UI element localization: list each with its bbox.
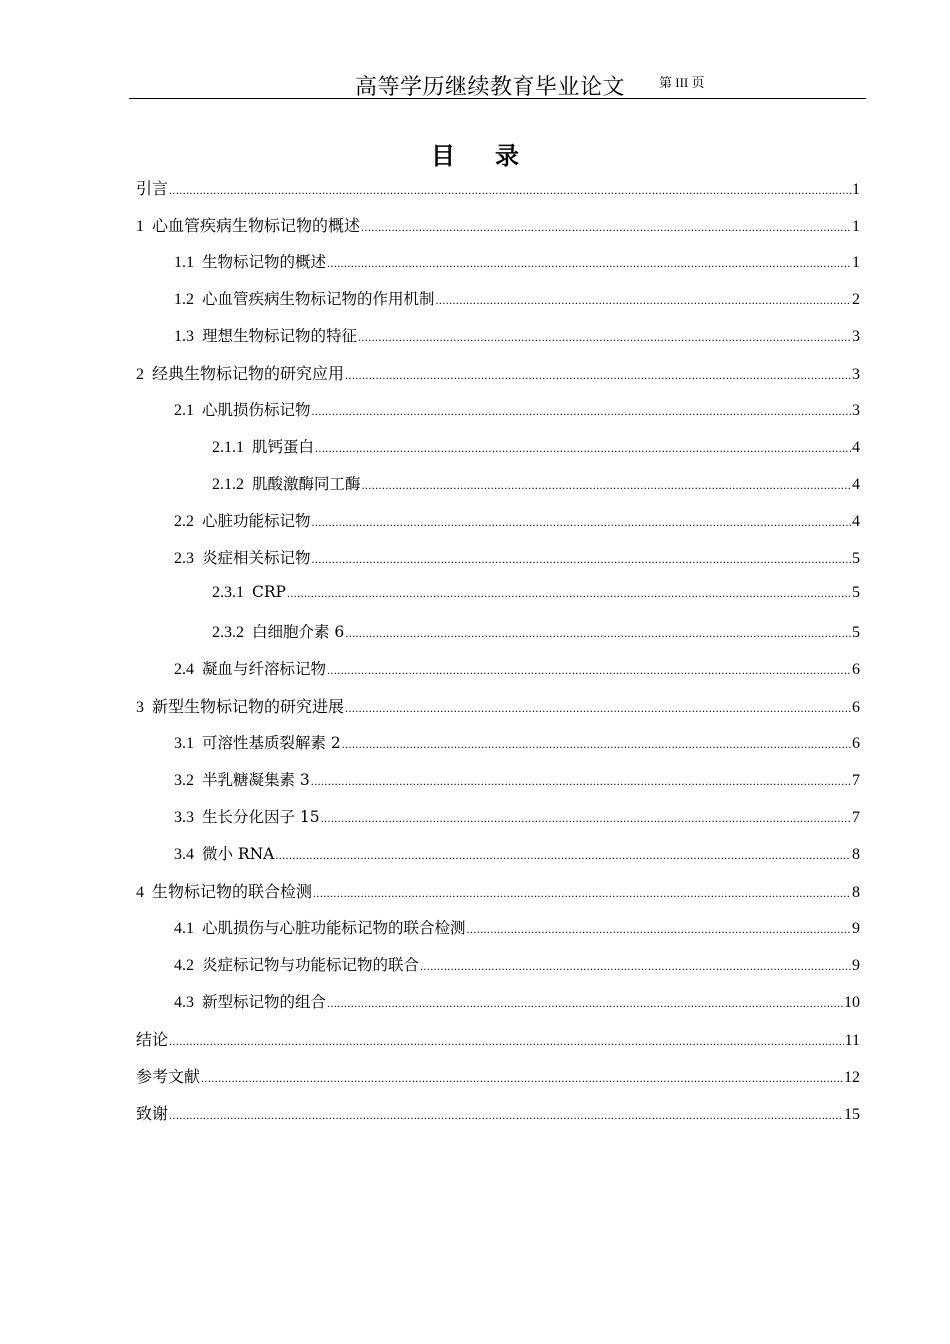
toc-entry-number: 2.1.2	[212, 476, 244, 493]
toc-entry-title: 心肌损伤标记物	[202, 401, 311, 419]
table-of-contents	[136, 176, 860, 1138]
toc-entry-title: 经典生物标记物的研究应用	[152, 364, 345, 383]
toc-entry-page: 12	[844, 1069, 860, 1086]
toc-entry[interactable]	[136, 916, 860, 953]
toc-entry-title: 白细胞介素 6	[252, 623, 345, 641]
toc-leader-dots	[169, 1034, 844, 1049]
toc-entry-title: 肌酸激酶同工酶	[252, 475, 361, 493]
toc-entry[interactable]	[136, 176, 860, 213]
toc-entry-number: 2.4	[174, 661, 194, 678]
toc-entry-title: 心血管疾病生物标记物的作用机制	[202, 290, 435, 308]
toc-leader-dots	[321, 811, 851, 826]
toc-leader-dots	[311, 774, 851, 789]
toc-entry-title: 炎症相关标记物	[202, 549, 311, 567]
toc-entry[interactable]	[136, 472, 860, 509]
toc-entry[interactable]	[136, 1101, 860, 1138]
toc-entry-page: 7	[852, 809, 860, 826]
toc-leader-dots	[313, 886, 851, 901]
toc-entry-number: 4.3	[174, 994, 194, 1011]
toc-entry-number: 1.3	[174, 328, 194, 345]
toc-entry[interactable]	[136, 1064, 860, 1101]
toc-entry-page: 15	[844, 1106, 860, 1123]
toc-entry[interactable]	[136, 842, 860, 879]
toc-entry-page: 1	[852, 218, 860, 235]
toc-leader-dots	[345, 701, 851, 716]
toc-entry-title: 半乳糖凝集素 3	[202, 771, 310, 789]
toc-leader-dots	[327, 996, 843, 1011]
toc-entry[interactable]	[136, 361, 860, 398]
toc-entry-page: 9	[852, 920, 860, 937]
toc-entry[interactable]	[136, 509, 860, 546]
toc-entry-title: 生长分化因子 15	[202, 808, 320, 826]
toc-entry-number: 2.1	[174, 402, 194, 419]
toc-leader-dots	[312, 552, 851, 567]
toc-entry[interactable]	[136, 250, 860, 287]
toc-entry-page: 2	[852, 291, 860, 308]
toc-entry-title: 生物标记物的联合检测	[152, 882, 313, 901]
toc-entry[interactable]	[136, 583, 860, 620]
toc-entry[interactable]	[136, 990, 860, 1027]
thesis-header-title: 高等学历继续教育毕业论文	[355, 75, 626, 100]
toc-entry-page: 6	[852, 661, 860, 678]
toc-entry-number: 2.3.1	[212, 584, 244, 601]
toc-leader-dots	[362, 478, 851, 493]
toc-entry-page: 1	[852, 254, 860, 271]
page-number-label: 第 III 页	[659, 75, 705, 90]
toc-entry[interactable]	[136, 657, 860, 694]
toc-entry-page: 4	[852, 513, 860, 530]
toc-entry-title: 心肌损伤与心脏功能标记物的联合检测	[202, 919, 466, 937]
toc-entry-page: 1	[852, 181, 860, 198]
toc-entry-title: 微小 RNA	[202, 845, 275, 863]
toc-entry-title: 心血管疾病生物标记物的概述	[152, 216, 361, 235]
toc-leader-dots	[315, 441, 851, 456]
toc-leader-dots	[287, 586, 851, 601]
toc-entry-number: 3	[136, 699, 144, 716]
toc-entry[interactable]	[136, 768, 860, 805]
toc-entry-page: 4	[852, 476, 860, 493]
toc-entry-number: 1	[136, 218, 144, 235]
toc-entry-title: 结论	[136, 1030, 169, 1049]
toc-entry[interactable]	[136, 731, 860, 768]
toc-entry-title: 炎症标记物与功能标记物的联合	[202, 956, 420, 974]
toc-entry[interactable]	[136, 287, 860, 324]
toc-leader-dots	[358, 330, 851, 345]
toc-entry-number: 3.4	[174, 846, 194, 863]
toc-entry-title: CRP	[252, 583, 286, 601]
toc-entry-number: 3.1	[174, 735, 194, 752]
toc-leader-dots	[420, 959, 851, 974]
toc-entry-title: 理想生物标记物的特征	[202, 327, 358, 345]
toc-leader-dots	[361, 220, 851, 235]
toc-leader-dots	[342, 737, 851, 752]
toc-entry-title: 生物标记物的概述	[202, 253, 327, 271]
toc-entry-title: 引言	[136, 179, 169, 198]
toc-heading: 目录	[431, 142, 559, 170]
toc-leader-dots	[169, 183, 851, 198]
toc-entry-number: 4.1	[174, 920, 194, 937]
toc-entry-page: 8	[852, 884, 860, 901]
toc-entry-title: 致谢	[136, 1104, 169, 1123]
toc-entry-number: 2.3.2	[212, 624, 244, 641]
toc-entry[interactable]	[136, 1027, 860, 1064]
toc-leader-dots	[201, 1071, 843, 1086]
toc-entry-title: 肌钙蛋白	[252, 438, 315, 456]
toc-leader-dots	[312, 515, 851, 530]
toc-entry-page: 3	[852, 402, 860, 419]
toc-entry-number: 2.2	[174, 513, 194, 530]
toc-leader-dots	[467, 922, 851, 937]
toc-entry-page: 4	[852, 439, 860, 456]
toc-leader-dots	[436, 293, 851, 308]
toc-entry[interactable]	[136, 435, 860, 472]
toc-entry[interactable]	[136, 879, 860, 916]
toc-entry[interactable]	[136, 694, 860, 731]
toc-entry-number: 4.2	[174, 957, 194, 974]
toc-entry-page: 11	[844, 1032, 860, 1049]
toc-entry-number: 1.2	[174, 291, 194, 308]
toc-entry-page: 5	[852, 624, 860, 641]
toc-entry-title: 心脏功能标记物	[202, 512, 311, 530]
toc-entry-page: 7	[852, 772, 860, 789]
toc-leader-dots	[312, 404, 851, 419]
toc-entry-page: 10	[844, 994, 860, 1011]
toc-entry[interactable]	[136, 213, 860, 250]
toc-entry-page: 9	[852, 957, 860, 974]
toc-entry[interactable]	[136, 953, 860, 990]
toc-entry-page: 3	[852, 328, 860, 345]
toc-entry-page: 6	[852, 735, 860, 752]
toc-entry-title: 新型标记物的组合	[202, 993, 327, 1011]
toc-leader-dots	[345, 626, 851, 641]
toc-entry-page: 3	[852, 366, 860, 383]
toc-entry-page: 8	[852, 846, 860, 863]
toc-leader-dots	[345, 368, 851, 383]
toc-entry-number: 3.2	[174, 772, 194, 789]
toc-entry[interactable]	[136, 546, 860, 583]
toc-entry-number: 2.1.1	[212, 439, 244, 456]
toc-entry-number: 4	[136, 884, 144, 901]
toc-entry[interactable]	[136, 324, 860, 361]
toc-entry[interactable]	[136, 398, 860, 435]
toc-entry-number: 3.3	[174, 809, 194, 826]
toc-entry-title: 凝血与纤溶标记物	[202, 660, 327, 678]
toc-entry-number: 2	[136, 366, 144, 383]
toc-entry-title: 新型生物标记物的研究进展	[152, 697, 345, 716]
toc-entry-title: 参考文献	[136, 1067, 201, 1086]
toc-entry-number: 2.3	[174, 550, 194, 567]
toc-leader-dots	[275, 848, 851, 863]
toc-entry-number: 1.1	[174, 254, 194, 271]
toc-entry[interactable]	[136, 620, 860, 657]
toc-leader-dots	[169, 1108, 843, 1123]
toc-entry[interactable]	[136, 805, 860, 842]
toc-leader-dots	[327, 256, 851, 271]
toc-leader-dots	[327, 663, 851, 678]
toc-entry-page: 5	[852, 584, 860, 601]
toc-entry-page: 5	[852, 550, 860, 567]
toc-entry-page: 6	[852, 699, 860, 716]
toc-entry-title: 可溶性基质裂解素 2	[202, 734, 341, 752]
page-header	[129, 64, 866, 99]
